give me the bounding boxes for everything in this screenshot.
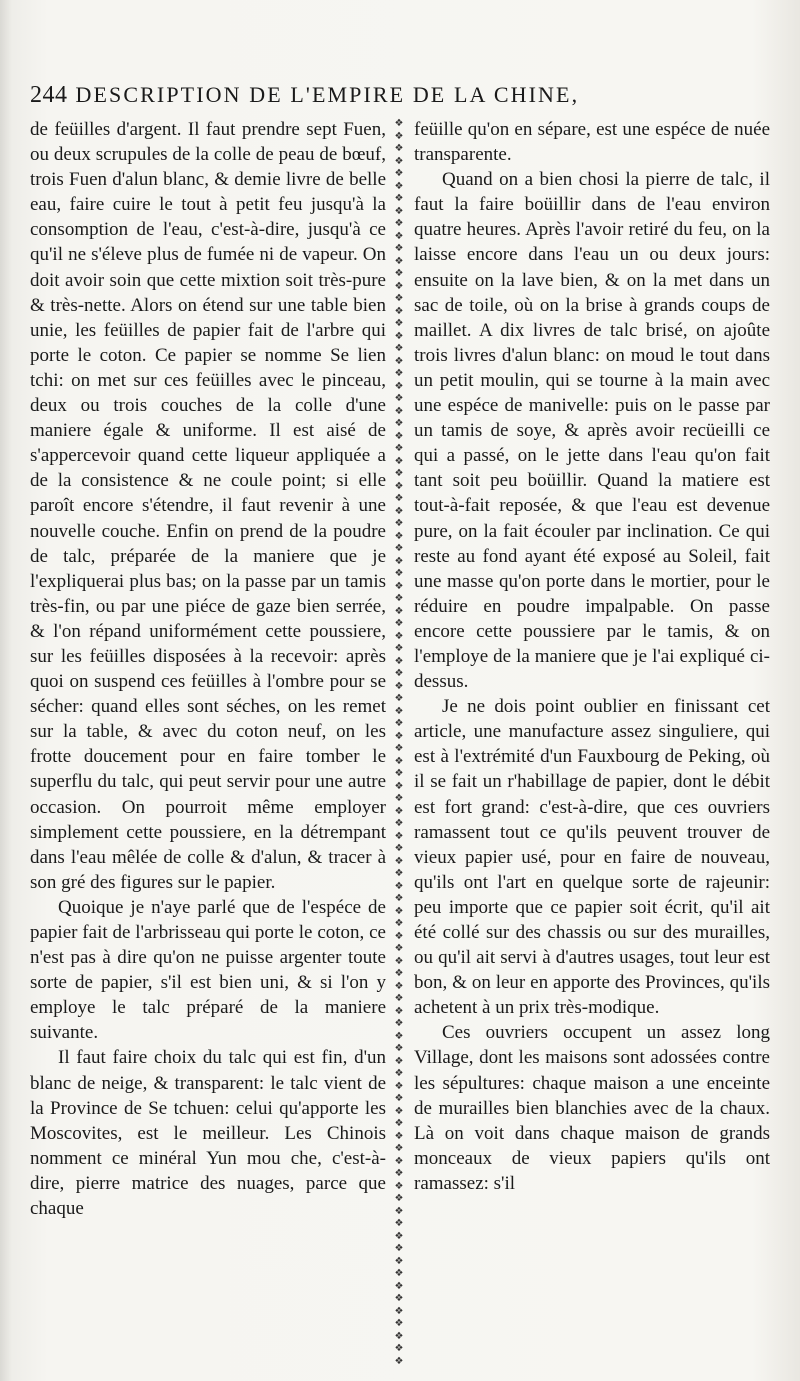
divider-ornament-icon: ❖ [394, 1293, 404, 1304]
divider-ornament-icon: ❖ [394, 568, 404, 579]
divider-ornament-icon: ❖ [394, 993, 404, 1004]
divider-ornament-icon: ❖ [394, 1018, 404, 1029]
right-paragraph-2: Quand on a bien chosi la pierre de talc, il faut la faire boüillir dans de l'eau environ quatre heures. Après l'avoir retiré du feu, on la laisse encore dans l'eau un ou deux jours: ensuite on la lave bien, & on la met dans un sac de toile, où on la brise à grands coups de maillet. A dix livres de talc brisé, on ajoûte trois livres d'alun blanc: on moud le tout dans un petit moulin, qui se tourne à la main avec une espéce de manivelle: puis on le passe par un tamis de soye, & après avoir recüeilli ce qui a passé, on le jette dans l'eau qu'on fait tant soit peu boüillir. Quand la matiere est tout-à-fait reposée, & que l'eau est devenue pure, on la fait écouler par inclination. Ce qui reste au fond ayant été exposé au Soleil, fait une masse qu'on porte dans le mortier, pour le réduire en poudre impalpable. On passe encore cette poussiere par le tamis, & on l'employe de la maniere que je l'ai expliqué ci-dessus. [414, 169, 770, 693]
divider-ornament-icon: ❖ [394, 1243, 404, 1254]
divider-ornament-icon: ❖ [394, 380, 404, 392]
divider-ornament-icon: ❖ [394, 205, 404, 217]
divider-ornament-icon: ❖ [394, 1280, 404, 1292]
divider-ornament-icon: ❖ [394, 1043, 404, 1054]
divider-ornament-icon: ❖ [394, 968, 404, 979]
divider-ornament-icon: ❖ [394, 643, 404, 654]
divider-ornament-icon: ❖ [394, 330, 404, 342]
left-paragraph-3: Il faut faire choix du talc qui est fin, d'un blanc de neige, & transparent: le talc vient de la Province de Se tchuen: celui qu'apporte les Moscovites, est le meilleur. Les Chinois nomment ce minéral Yun mou che, c'est-à-dire, pierre matrice des nuages, parce que chaque [30, 1047, 386, 1220]
divider-ornament-icon: ❖ [394, 818, 404, 829]
divider-ornament-icon: ❖ [394, 1055, 404, 1067]
divider-ornament-icon: ❖ [394, 1143, 404, 1154]
divider-ornament-icon: ❖ [394, 918, 404, 929]
right-paragraph-1: feüille qu'on en sépare, est une espéce de nuée transparente. [414, 119, 770, 166]
left-paragraph-1: de feüilles d'argent. Il faut prendre sept Fuen, ou deux scrupules de la colle de peau de bœuf, trois Fuen d'alun blanc, & demie livre de belle eau, faire cuire le tout à petit feu jusqu'à la consomption de l'eau, c'est-à-dire, jusqu'à ce qu'il ne s'éleve plus de fumée ni de vapeur. On doit avoir soin que cette mixtion soit très-pure & très-nette. Alors on étend sur une table bien unie, les feüilles de papier fait de l'arbre qui porte le coton. Ce papier se nomme Se lien tchi: on met sur ces feüilles avec le pinceau, deux ou trois couches de la colle d'une maniere égale & uniforme. Il est aisé de s'appercevoir quand cette liqueur appliquée a de la consistence & ne coule point; si elle paroît encore s'étendre, il faut revenir à une nouvelle couche. Enfin on prend de la poudre de talc, préparée de la maniere que je l'expliquerai plus bas; on la passe par un tamis très-fin, ou par une piéce de gaze bien serrée, & l'on répand uniformément cette poussiere, sur les feüilles disposées à la recevoir: après quoi on suspend ces feüilles à l'ombre pour se sécher: quand elles sont séches, on les remet sur la table, & avec du coton neuf, on les frotte doucement pour en faire tomber le superflu du talc, qui peut servir pour une autre occasion. On pourroit même employer simplement cette poussiere, en la détrempant dans l'eau mêlée de colle & d'alun, & tracer à son gré des figures sur le papier. [30, 119, 386, 893]
page-edge-shadow [0, 0, 12, 1381]
divider-ornament-icon: ❖ [394, 530, 404, 542]
divider-ornament-icon: ❖ [394, 1105, 404, 1117]
divider-ornament-icon: ❖ [394, 718, 404, 729]
right-paragraph-4: Ces ouvriers occupent un assez long Village, dont les maisons sont adossées contre les sépultures: chaque maison a une enceinte de murailles bien blanchies avec de la chaux. Là on voit dans chaque maison de grands monceaux de vieux papiers qu'ils ont ramassez: s'il [414, 1022, 770, 1194]
divider-ornament-icon: ❖ [394, 1218, 404, 1229]
left-column [30, 117, 386, 1367]
divider-ornament-icon: ❖ [394, 1318, 404, 1329]
divider-ornament-icon: ❖ [394, 168, 404, 179]
divider-ornament-icon: ❖ [394, 368, 404, 379]
divider-ornament-icon: ❖ [394, 1305, 404, 1317]
divider-ornament-icon: ❖ [394, 1130, 404, 1142]
divider-ornament-icon: ❖ [394, 155, 404, 167]
divider-ornament-icon: ❖ [394, 393, 404, 404]
right-column [414, 117, 770, 1367]
divider-ornament-icon: ❖ [394, 755, 404, 767]
divider-ornament-icon: ❖ [394, 930, 404, 942]
divider-ornament-icon: ❖ [394, 893, 404, 904]
divider-ornament-icon: ❖ [394, 443, 404, 454]
divider-ornament-icon: ❖ [394, 268, 404, 279]
divider-ornament-icon: ❖ [394, 318, 404, 329]
divider-ornament-icon: ❖ [394, 855, 404, 867]
divider-ornament-icon: ❖ [394, 1005, 404, 1017]
divider-ornament-icon: ❖ [394, 680, 404, 692]
divider-ornament-icon: ❖ [394, 705, 404, 717]
page-header [30, 82, 770, 118]
divider-ornament-icon: ❖ [394, 905, 404, 917]
divider-ornament-icon: ❖ [394, 1068, 404, 1079]
divider-ornament-icon: ❖ [394, 768, 404, 779]
divider-ornament-icon: ❖ [394, 1080, 404, 1092]
divider-ornament-icon: ❖ [394, 1155, 404, 1167]
divider-ornament-icon: ❖ [394, 343, 404, 354]
divider-ornament-icon: ❖ [394, 843, 404, 854]
divider-ornament-icon: ❖ [394, 980, 404, 992]
divider-ornament-icon: ❖ [394, 593, 404, 604]
divider-ornament-icon: ❖ [394, 480, 404, 492]
divider-ornament-icon: ❖ [394, 555, 404, 567]
divider-ornament-icon: ❖ [394, 580, 404, 592]
divider-ornament-icon: ❖ [394, 1355, 404, 1367]
divider-ornament-icon: ❖ [394, 605, 404, 617]
divider-ornament-icon: ❖ [394, 193, 404, 204]
divider-ornament-icon: ❖ [394, 630, 404, 642]
divider-ornament-icon: ❖ [394, 493, 404, 504]
divider-ornament-icon: ❖ [394, 955, 404, 967]
divider-ornament-icon: ❖ [394, 255, 404, 267]
divider-ornament-icon: ❖ [394, 868, 404, 879]
divider-ornament-icon: ❖ [394, 880, 404, 892]
divider-ornament-icon: ❖ [394, 655, 404, 667]
divider-ornament-icon: ❖ [394, 1268, 404, 1279]
divider-ornament-icon: ❖ [394, 805, 404, 817]
divider-ornament-icon: ❖ [394, 418, 404, 429]
divider-ornament-icon: ❖ [394, 143, 404, 154]
divider-ornament-icon: ❖ [394, 1168, 404, 1179]
divider-ornament-icon: ❖ [394, 743, 404, 754]
running-head: DESCRIPTION DE L'EMPIRE DE LA CHINE, [75, 82, 580, 107]
divider-ornament-icon: ❖ [394, 430, 404, 442]
divider-ornament-icon: ❖ [394, 218, 404, 229]
divider-ornament-icon: ❖ [394, 943, 404, 954]
divider-ornament-icon: ❖ [394, 693, 404, 704]
divider-ornament-icon: ❖ [394, 1180, 404, 1192]
right-paragraph-3: Je ne dois point oublier en finissant cet article, une manufacture assez singuliere, qui est à l'extrémité d'un Fauxbourg de Peking, où il se fait un r'habillage de papier, dont le débit est fort grand: c'est-à-dire, que ces ouvriers ramassent tout ce qu'ils peuvent trouver de vieux papier usé, pour en faire de nouveau, qu'ils ont l'art en quelque sorte de rajeunir: peu importe que ce papier soit écrit, qu'il ait été collé sur des chassis ou sur des murailles, ou qu'il ait servi à d'autres usages, tout leur est bon, & on leur en apporte des Provinces, qu'ils achetent à un prix très-modique. [414, 696, 770, 1019]
divider-ornament-icon: ❖ [394, 1030, 404, 1042]
divider-ornament-icon: ❖ [394, 668, 404, 679]
divider-ornament-icon: ❖ [394, 1343, 404, 1354]
divider-ornament-icon: ❖ [394, 280, 404, 292]
divider-ornament-icon: ❖ [394, 1330, 404, 1342]
divider-ornament-icon: ❖ [394, 1093, 404, 1104]
divider-ornament-icon: ❖ [394, 180, 404, 192]
divider-ornament-icon: ❖ [394, 1193, 404, 1204]
divider-ornament-icon: ❖ [394, 305, 404, 317]
divider-ornament-icon: ❖ [394, 230, 404, 242]
divider-ornament-icon: ❖ [394, 543, 404, 554]
divider-ornament-icon: ❖ [394, 455, 404, 467]
divider-ornament-icon: ❖ [394, 1230, 404, 1242]
divider-ornament-icon: ❖ [394, 1255, 404, 1267]
divider-ornament-icon: ❖ [394, 130, 404, 142]
divider-ornament-icon: ❖ [394, 793, 404, 804]
divider-ornament-icon: ❖ [394, 730, 404, 742]
divider-ornament-icon: ❖ [394, 405, 404, 417]
divider-ornament-icon: ❖ [394, 505, 404, 517]
column-divider-ornament [392, 118, 406, 1368]
divider-ornament-icon: ❖ [394, 1118, 404, 1129]
divider-ornament-icon: ❖ [394, 468, 404, 479]
divider-ornament-icon: ❖ [394, 1205, 404, 1217]
divider-ornament-icon: ❖ [394, 780, 404, 792]
divider-ornament-icon: ❖ [394, 243, 404, 254]
divider-ornament-icon: ❖ [394, 293, 404, 304]
divider-ornament-icon: ❖ [394, 355, 404, 367]
divider-ornament-icon: ❖ [394, 830, 404, 842]
divider-ornament-icon: ❖ [394, 518, 404, 529]
divider-ornament-icon: ❖ [394, 618, 404, 629]
page-number: 244 [30, 82, 68, 108]
left-paragraph-2: Quoique je n'aye parlé que de l'espéce de papier fait de l'arbrisseau qui porte le coton, ce n'est pas à dire qu'on ne puisse argenter toute sorte de papier, s'il est bien uni, & si l'on y employe le talc préparé de la maniere suivante. [30, 896, 386, 1044]
divider-ornament-icon: ❖ [394, 118, 404, 129]
